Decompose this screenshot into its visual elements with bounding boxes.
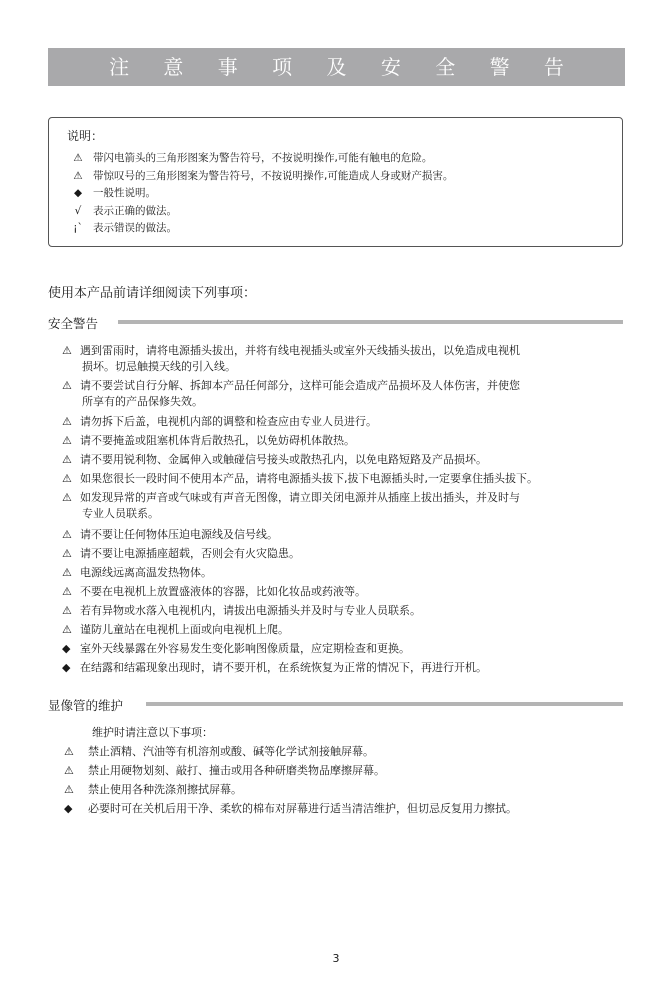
item-text-continued: 损坏。切忌触摸天线的引入线。 (82, 360, 236, 373)
warning-icon: ⚠ (64, 764, 74, 777)
intro-text: 使用本产品前请详细阅读下列事项： (48, 286, 257, 301)
maintenance-item (64, 744, 374, 760)
warning-icon: ⚠ (62, 379, 72, 392)
legend-row (63, 203, 177, 219)
safety-item (62, 490, 520, 520)
diamond-icon: ◆ (73, 187, 83, 199)
item-text: 若有异物或水落入电视机内，请拔出电源插头并及时与专业人员联系。 (80, 604, 421, 617)
item-text-continued: 专业人员联系。 (82, 507, 159, 520)
safety-item (62, 641, 410, 657)
warning-icon: ⚠ (62, 472, 72, 485)
item-text-continued: 所享有的产品保修失效。 (82, 395, 203, 408)
item-text: 禁止酒精、汽油等有机溶剂或酸、碱等化学试剂接触屏幕。 (88, 745, 374, 758)
safety-item (62, 584, 366, 600)
warning-exclamation-icon: ⚠ (73, 170, 83, 182)
legend-heading: 说明： (67, 129, 104, 143)
item-text: 请不要让任何物体压迫电源线及信号线。 (80, 528, 278, 541)
warning-icon: ⚠ (62, 453, 72, 466)
safety-item (62, 343, 520, 373)
maintenance-intro: 维护时请注意以下事项： (92, 726, 213, 739)
warning-icon: ⚠ (62, 415, 72, 428)
item-text: 请不要尝试自行分解、拆卸本产品任何部分，这样可能会造成产品损坏及人体伤害，并使您 (80, 379, 520, 392)
maintenance-item (64, 782, 242, 798)
item-text: 禁止使用各种洗涤剂擦拭屏幕。 (88, 783, 242, 796)
section-divider (118, 320, 623, 324)
page-title: 注 意 事 项 及 安 全 警 告 (48, 48, 625, 86)
safety-item (62, 603, 421, 619)
safety-item (62, 565, 212, 581)
item-text: 请不要掩盖或阻塞机体背后散热孔，以免妨碍机体散热。 (80, 434, 355, 447)
legend-text: 一般性说明。 (93, 187, 156, 199)
warning-icon: ⚠ (62, 434, 72, 447)
item-text: 在结露和结霜现象出现时，请不要开机，在系统恢复为正常的情况下，再进行开机。 (80, 661, 487, 674)
cross-icon: ¡` (73, 222, 83, 234)
warning-icon: ⚠ (62, 344, 72, 357)
page-number: 3 (332, 952, 340, 965)
safety-item (62, 433, 355, 449)
diamond-icon: ◆ (62, 661, 71, 674)
safety-item (62, 452, 487, 468)
legend-text: 带闪电箭头的三角形图案为警告符号，不按说明操作,可能有触电的危险。 (93, 152, 433, 164)
item-text: 如发现异常的声音或气味或有声音无图像，请立即关闭电源并从插座上拔出插头，并及时与 (80, 491, 520, 504)
safety-item (62, 378, 520, 408)
warning-icon: ⚠ (62, 491, 72, 504)
safety-item (62, 527, 278, 543)
item-text: 室外天线暴露在外容易发生变化影响图像质量，应定期检查和更换。 (80, 642, 410, 655)
warning-icon: ⚠ (62, 528, 72, 541)
item-text: 请不要用锐利物、金属伸入或触碰信号接头或散热孔内，以免电路短路及产品损坏。 (80, 453, 487, 466)
warning-icon: ⚠ (62, 604, 72, 617)
maintenance-heading: 显像管的维护 (48, 698, 124, 713)
item-text: 请不要让电源插座超载，否则会有火灾隐患。 (80, 547, 300, 560)
check-icon: √ (74, 205, 82, 217)
safety-item (62, 414, 377, 430)
item-text: 如果您很长一段时间不使用本产品，请将电源插头拔下,拔下电源插头时,一定要拿住插头拔下。 (80, 472, 538, 485)
warning-icon: ⚠ (64, 745, 74, 758)
safety-item (62, 471, 538, 487)
item-text: 不要在电视机上放置盛液体的容器，比如化妆品或药液等。 (80, 585, 366, 598)
diamond-icon: ◆ (64, 802, 73, 815)
warning-lightning-icon: ⚠ (73, 152, 83, 164)
item-text: 谨防儿童站在电视机上面或向电视机上爬。 (80, 623, 289, 636)
item-text: 电源线远离高温发热物体。 (80, 566, 212, 579)
safety-item (62, 622, 289, 638)
item-text: 必要时可在关机后用干净、柔软的棉布对屏幕进行适当清洁维护，但切忌反复用力擦拭。 (88, 802, 517, 815)
warning-icon: ⚠ (62, 585, 72, 598)
warning-icon: ⚠ (64, 783, 74, 796)
diamond-icon: ◆ (62, 642, 71, 655)
warning-icon: ⚠ (62, 547, 72, 560)
legend-text: 表示错误的做法。 (93, 222, 177, 234)
legend-row (63, 185, 156, 201)
warning-icon: ⚠ (62, 566, 72, 579)
legend-text: 带惊叹号的三角形图案为警告符号，不按说明操作,可能造成人身或财产损害。 (93, 170, 454, 182)
section-divider (146, 702, 623, 706)
legend-text: 表示正确的做法。 (93, 205, 177, 217)
item-text: 遇到雷雨时，请将电源插头拔出，并将有线电视插头或室外天线插头拔出，以免造成电视机 (80, 344, 520, 357)
maintenance-item (64, 763, 385, 779)
legend-row (63, 150, 432, 166)
legend-row (63, 168, 453, 184)
item-text: 禁止用硬物划刻、敲打、撞击或用各种研磨类物品摩擦屏幕。 (88, 764, 385, 777)
safety-heading: 安全警告 (48, 316, 99, 331)
legend-row (63, 220, 177, 236)
warning-icon: ⚠ (62, 623, 72, 636)
item-text: 请勿拆下后盖，电视机内部的调整和检查应由专业人员进行。 (80, 415, 377, 428)
safety-item (62, 546, 300, 562)
safety-item (62, 660, 487, 676)
maintenance-item (64, 801, 517, 817)
legend-box (48, 117, 623, 247)
